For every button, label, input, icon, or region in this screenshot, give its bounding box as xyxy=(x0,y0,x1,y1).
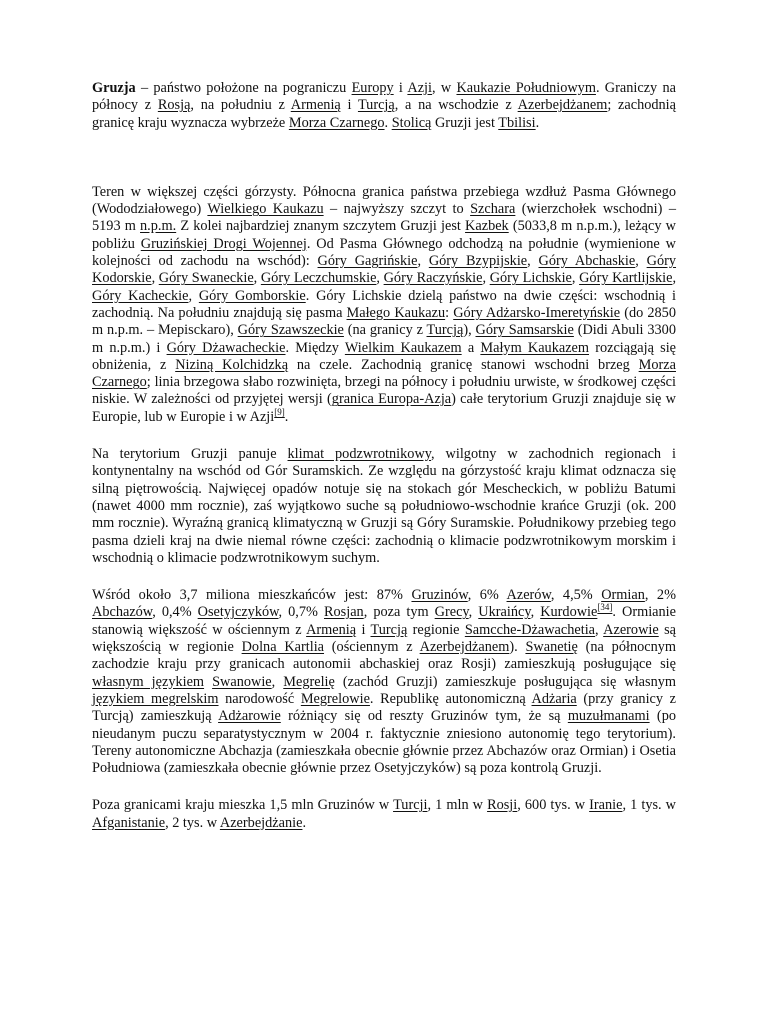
text-run: ). xyxy=(509,639,526,656)
wiki-link[interactable]: Ormian xyxy=(601,587,645,604)
text-run: , xyxy=(482,270,490,287)
text-run: , xyxy=(527,253,539,270)
wiki-link[interactable]: Turcji xyxy=(393,797,428,814)
wiki-link[interactable]: Afganistanie xyxy=(92,814,166,831)
text-run: są większością w regionie xyxy=(92,621,676,656)
text-run: i xyxy=(356,621,371,638)
wiki-link[interactable]: Rosją xyxy=(157,97,191,114)
wiki-link[interactable]: Swanowie xyxy=(212,673,272,690)
wiki-link[interactable]: muzułmanami xyxy=(567,708,650,725)
wiki-link[interactable]: Szchara xyxy=(470,201,516,218)
wiki-link[interactable]: Góry Leczchumskie xyxy=(260,270,377,287)
footnote-ref[interactable]: [34] xyxy=(597,602,613,613)
wiki-link[interactable]: Morza Czarnego xyxy=(288,114,385,131)
text-run: , 0,4% xyxy=(152,604,198,621)
text-run: . xyxy=(284,408,289,425)
wiki-link[interactable]: Dolna Kartlia xyxy=(241,639,325,656)
text-run: (na północnym zachodzie kraju przy granicach autonomii abchaskiej oraz Rosji) zamieszkują posługujące się xyxy=(92,639,677,673)
text-run: . xyxy=(384,114,392,131)
text-run: . Graniczy na północy z xyxy=(92,80,676,114)
wiki-link[interactable]: Rosji xyxy=(487,797,518,814)
text-run: , 2% xyxy=(644,587,676,604)
text-run: , xyxy=(595,621,604,638)
wiki-link[interactable]: Kurdowie xyxy=(540,604,598,621)
wiki-link[interactable]: Góry Kacheckie xyxy=(92,287,189,304)
text-run: , 4,5% xyxy=(550,587,602,604)
wiki-link[interactable]: Góry Gagrińskie xyxy=(317,253,418,270)
text-run: , poza tym xyxy=(363,604,435,621)
wiki-link[interactable]: Azji xyxy=(407,80,433,96)
wiki-link[interactable]: Armenią xyxy=(290,97,341,114)
wiki-link[interactable]: Tbilisi xyxy=(498,114,536,131)
wiki-link[interactable]: Azerbejdżanem xyxy=(517,97,608,114)
wiki-link[interactable]: Ukraińcy xyxy=(478,604,531,621)
text-run: Poza granicami kraju mieszka 1,5 mln Gruzinów w xyxy=(92,797,394,814)
text-run: , xyxy=(417,253,429,270)
text-run: – najwyższy szczyt to xyxy=(323,201,471,218)
wiki-link[interactable]: Góry Bzypijskie xyxy=(428,253,528,270)
text-run: , na południu z xyxy=(190,97,291,114)
text-run xyxy=(204,674,212,690)
wiki-link[interactable]: własnym językiem xyxy=(92,673,205,690)
text-run: . Między xyxy=(285,339,345,356)
text-run: , xyxy=(271,673,284,690)
text-run: , 600 tys. w xyxy=(517,797,590,814)
text-run: , 2 tys. w xyxy=(165,814,220,831)
wiki-link[interactable]: Góry Kartlijskie xyxy=(579,270,673,287)
wiki-link[interactable]: Swanetię xyxy=(525,639,578,656)
text-run: (po nieudanym puczu separatystycznym w 2004 r. faktycznie zniesiono autonomię tego terytorium). Tereny autonomiczne Abchazja (zamieszkała obecnie głównie przez Abchazów oraz Ormian) i Osetia Południowa (zamieszkała obecnie głównie przez Osetyjczyków) są poza kontrolą Gruzji. xyxy=(92,708,676,777)
text-run: (wierzchołek wschodni) – 5193 m xyxy=(92,201,676,235)
text-run: , 6% xyxy=(467,587,507,604)
text-run: i xyxy=(393,80,408,96)
text-run: , w xyxy=(432,80,457,96)
text-run: , xyxy=(376,270,384,287)
wiki-link[interactable]: Kazbek xyxy=(465,218,509,235)
text-run: ; zachodnią granicę kraju wyznacza wybrzeże xyxy=(92,97,676,131)
text-run: . Republikę autonomiczną xyxy=(369,690,532,707)
text-run: Wśród około 3,7 miliona mieszkańców jest: 87% xyxy=(92,587,412,604)
text-run: . xyxy=(302,814,307,831)
wiki-link[interactable]: Grecy xyxy=(434,604,469,621)
wiki-link[interactable]: Niziną Kolchidzką xyxy=(175,356,289,373)
footnote-ref[interactable]: [9] xyxy=(274,406,285,417)
text-run: (zachód Gruzji) zamieszkuje posługująca się własnym xyxy=(334,673,677,690)
text-run: Z kolei najbardziej znanym szczytem Gruzji jest xyxy=(176,218,466,235)
wiki-link[interactable]: Góry Samsarskie xyxy=(475,322,574,339)
text-run: , wilgotny w zachodnich regionach i kontynentalny na wschód od Gór Suramskich. Ze względu na górzystość kraju klimat odznacza się silną piętrowością. Najwięcej opadów notuje się na stokach gór Mescheckich, w pobliżu Batumi (nawet 4000 mm rocznie), zaś wyjątkowo suche są południowo-wschodnie krańce Gruzji (ok. 200 mm rocznie). Wyraźną granicą klimatyczną w Gruzji są Góry Suramskie. Południkowy przebieg tego pasma dzieli kraj na dwie niemal równe części: zachodnią o klimacie podzwrotnikowym morskim i wschodnią o klimacie podzwrotnikowym suchym. xyxy=(92,446,676,566)
text-run: . Ormianie stanowią większość w ościennym z xyxy=(92,604,676,638)
text-run: ) całe terytorium Gruzji znajduje się w Europie, lub w Europie i w Azji xyxy=(92,391,676,425)
wiki-link[interactable]: Samcche-Dżawachetia xyxy=(464,621,596,638)
text-run: , xyxy=(530,604,541,621)
wiki-link[interactable]: Góry Dżawacheckie xyxy=(166,339,286,356)
wiki-link[interactable]: językiem megrelskim xyxy=(92,690,219,707)
text-run: , 1 mln w xyxy=(427,797,488,814)
paragraph-population xyxy=(92,587,676,777)
wiki-link[interactable]: Góry Lichskie xyxy=(489,270,572,287)
text-run: różniący się od reszty Gruzinów tym, że są xyxy=(280,708,568,725)
text-run: (5033,8 m n.p.m.), leżący w pobliżu xyxy=(92,218,676,252)
wiki-link[interactable]: Megrelowie xyxy=(300,690,370,707)
text-run: Gruzji jest xyxy=(431,114,499,131)
wiki-link[interactable]: Morza Czarnego xyxy=(92,356,676,391)
text-run: , xyxy=(188,287,199,304)
wiki-link[interactable]: Megrelię xyxy=(283,673,335,690)
wiki-link[interactable]: Góry Kodorskie xyxy=(92,253,677,287)
wiki-link[interactable]: Wielkim Kaukazem xyxy=(344,339,462,356)
wiki-link[interactable]: Małym Kaukazem xyxy=(480,339,590,356)
paragraph-diaspora xyxy=(92,797,676,832)
wiki-link[interactable]: Turcją xyxy=(357,97,395,114)
text-run: (ościennym z xyxy=(324,639,420,656)
wiki-link[interactable]: Azerów xyxy=(506,587,551,604)
wiki-link[interactable]: Europy xyxy=(351,80,394,96)
text-run: (na granicy z xyxy=(343,322,427,339)
wiki-link[interactable]: Gruzinów xyxy=(411,587,468,604)
text-run: Teren w większej części górzysty. Północna granica państwa przebiega wzdłuż Pasma Głównego (Wododziałowego) xyxy=(92,183,676,218)
text-run: , 1 tys. w xyxy=(622,797,676,814)
wiki-link[interactable]: Armenią xyxy=(306,621,357,638)
text-run: narodowość xyxy=(218,690,301,707)
term-bold: Gruzja xyxy=(92,80,136,96)
text-run: , xyxy=(635,253,647,270)
wiki-link[interactable]: Adżarowie xyxy=(218,708,281,725)
text-run: i xyxy=(340,97,358,114)
wiki-link[interactable]: Azerbejdżanie xyxy=(219,814,303,831)
paragraph-intro xyxy=(92,80,676,132)
wiki-link[interactable]: Turcją xyxy=(370,621,408,638)
wiki-link[interactable]: Góry Gomborskie xyxy=(198,287,306,304)
text-run: na czele. Zachodnią granicę stanowi wschodni brzeg xyxy=(288,356,639,373)
wiki-link[interactable]: Góry Raczyńskie xyxy=(383,270,483,287)
wiki-link[interactable]: Stolicą xyxy=(391,114,432,131)
wiki-link[interactable]: Góry Szawszeckie xyxy=(237,322,344,339)
text-run: regionie xyxy=(407,621,465,638)
wiki-link[interactable]: granica Europa-Azja xyxy=(331,391,452,408)
document-body xyxy=(92,80,676,832)
text-run: rozciągają się obniżenia, z xyxy=(92,339,677,373)
wiki-link[interactable]: Osetyjczyków xyxy=(197,604,279,621)
text-run: . Góry Lichskie dzielą państwo na dwie części: wschodnią i zachodnią. Na południu znajdują się pasma xyxy=(92,287,677,321)
wiki-link[interactable]: Iranie xyxy=(589,797,623,814)
text-run: ; linia brzegowa słabo rozwinięta, brzegi na północy i południu urwiste, w środkowej części niskie. W zależności od przyjętej wersji ( xyxy=(92,374,676,408)
text-run: : xyxy=(445,304,454,321)
paragraph-terrain xyxy=(92,184,676,426)
wiki-link[interactable]: Góry Swaneckie xyxy=(158,270,254,287)
text-run: – państwo położone na pograniczu xyxy=(135,80,352,96)
wiki-link[interactable]: Wielkiego Kaukazu xyxy=(207,201,324,218)
text-run: , a na wschodzie z xyxy=(394,97,518,114)
text-run: . Od Pasma Głównego odchodzą na południe (wymienione w kolejności od zachodu na wschód): xyxy=(92,235,676,270)
wiki-link[interactable]: Gruzińskiej Drogi Wojennej xyxy=(140,235,307,252)
text-run: ), xyxy=(463,322,476,339)
text-run: , xyxy=(571,270,580,287)
wiki-link[interactable]: Abchazów xyxy=(92,604,153,621)
wiki-link[interactable]: Kaukazie Południowym xyxy=(456,80,596,96)
wiki-link[interactable]: Góry Adżarsko-Imeretyńskie xyxy=(453,304,621,321)
text-run: , xyxy=(151,270,159,287)
wiki-link[interactable]: klimat podzwrotnikowy xyxy=(287,446,431,463)
text-run: , 0,7% xyxy=(278,604,324,621)
text-run: , xyxy=(672,270,677,287)
wiki-link[interactable]: Małego Kaukazu xyxy=(346,304,446,321)
wiki-link[interactable]: n.p.m. xyxy=(140,218,177,235)
wiki-link[interactable]: Turcją xyxy=(426,322,464,339)
text-run: (do 2850 m n.p.m. – Mepisckaro), xyxy=(92,304,676,339)
wiki-link[interactable]: Adżaria xyxy=(531,690,577,707)
paragraph-climate xyxy=(92,446,676,567)
text-run: , xyxy=(253,270,261,287)
wiki-link[interactable]: Azerowie xyxy=(603,621,659,638)
text-run: , xyxy=(468,604,479,621)
wiki-link[interactable]: Góry Abchaskie xyxy=(538,253,636,270)
text-run: (przy granicy z Turcją) zamieszkują xyxy=(92,690,676,725)
wiki-link[interactable]: Azerbejdżanem xyxy=(419,639,510,656)
text-run: a xyxy=(461,339,481,356)
wiki-link[interactable]: Rosjan xyxy=(323,604,364,621)
text-run: (Didi Abuli 3300 m n.p.m.) i xyxy=(92,322,676,356)
text-run: Na terytorium Gruzji panuje xyxy=(92,446,288,463)
text-run: . xyxy=(535,114,540,131)
